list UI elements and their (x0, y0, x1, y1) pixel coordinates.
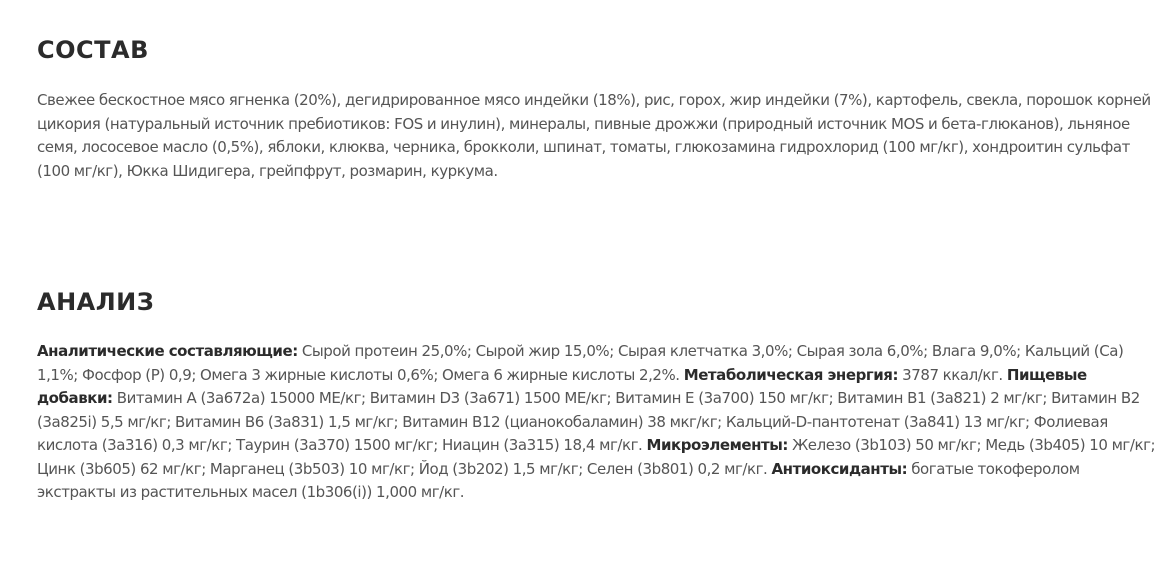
antioxidants-label: Антиоксиданты: (771, 459, 908, 478)
analytical-components-label: Аналитические составляющие: (37, 342, 298, 360)
composition-text: Свежее бескостное мясо ягненка (20%), дегидрированное мясо индейки (18%), рис, горох, жир индейки (7%), картофель, свекла, порошок корней цикория (натуральный источник пребиотиков: FOS и инулин), минералы, пивные дрожжи (природный источник MOS и бета-глюканов), льняное семя, лососевое масло (0,5%), яблоки, клюква, черника, брокколи, шпинат, томаты, глюкозамина гидрохлорид (100 мг/кг), хондроитин сульфат (100 мг/кг), Юкка Шидигера, грейпфрут, розмарин, куркума. (37, 91, 1151, 180)
metabolic-energy-text: 3787 ккал/кг. (898, 365, 1007, 384)
antioxidants-text: богатые токоферолом экстракты из растительных масел (1b306(i)) 1,000 мг/кг. (37, 459, 1080, 501)
analysis-section (37, 286, 1156, 505)
analysis-heading: АНАЛИЗ (37, 288, 155, 316)
food-additives-label: Пищевые добавки: (37, 365, 1087, 407)
microelements-label: Микроэлементы: (646, 436, 788, 454)
microelements-text: Железо (3b103) 50 мг/кг; Медь (3b405) 10 мг/кг; Цинк (3b605) 62 мг/кг; Марганец (3b503) 10 мг/кг; Йод (3b202) 1,5 мг/кг; Селен (3b801) 0,2 мг/кг. (37, 436, 1156, 478)
metabolic-energy-label: Метаболическая энергия: (683, 365, 899, 384)
composition-section (37, 34, 1156, 183)
analytical-components-text: Сырой протеин 25,0%; Сырой жир 15,0%; Сырая клетчатка 3,0%; Сырая зола 6,0%; Влага 9,0%; Кальций (Ca) 1,1%; Фосфор (P) 0,9; Омега 3 жирные кислоты 0,6%; Омега 6 жирные кислоты 2,2%. (37, 342, 1124, 384)
analysis-text (37, 340, 1156, 505)
food-additives-text: Витамин A (3a672a) 15000 МЕ/кг; Витамин D3 (3a671) 1500 МЕ/кг; Витамин E (3a700) 150 мг/кг; Витамин B1 (3a821) 2 мг/кг; Витамин B2 (3a825i) 5,5 мг/кг; Витамин B6 (3a831) 1,5 мг/кг; Витамин B12 (цианокобаламин) 38 мкг/кг; Кальций-D-пантотенат (3a841) 13 мг/кг; Фолиевая кислота (3a316) 0,3 мг/кг; Таурин (3a370) 1500 мг/кг; Ниацин (3a315) 18,4 мг/кг. (37, 389, 1140, 454)
composition-heading: СОСТАВ (37, 36, 149, 64)
